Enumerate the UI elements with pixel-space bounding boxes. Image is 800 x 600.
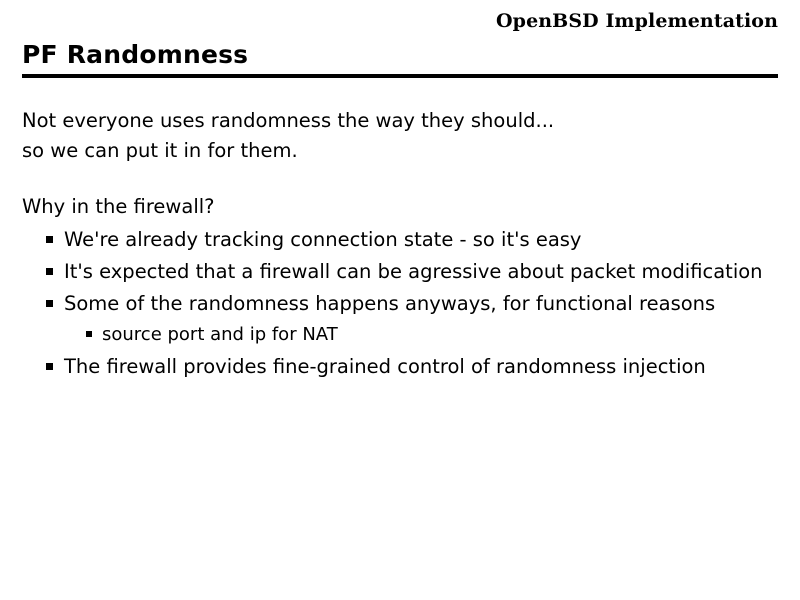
square-bullet-icon: [86, 331, 92, 337]
list-item-label: We're already tracking connection state - so it's easy: [64, 228, 582, 251]
page-title: PF Randomness: [22, 40, 249, 69]
square-bullet-icon: [46, 363, 53, 370]
sub-list-item: [86, 319, 778, 350]
list-item-label: Some of the randomness happens anyways, for functional reasons: [64, 292, 716, 315]
list-item: [46, 288, 778, 350]
title-divider: [22, 74, 778, 78]
section-question: Why in the firewall?: [22, 195, 215, 218]
list-item-label: It's expected that a firewall can be agressive about packet modification: [64, 260, 763, 283]
intro-line-2: so we can put it in for them.: [22, 139, 298, 162]
body-spacer: [22, 166, 778, 192]
square-bullet-icon: [46, 236, 53, 243]
slide-body: [22, 106, 778, 383]
intro-line-1: Not everyone uses randomness the way they should...: [22, 109, 555, 132]
list-item: [46, 224, 778, 255]
list-item: [46, 256, 778, 287]
list-item: [46, 351, 778, 382]
list-item-label: The firewall provides fine-grained control of randomness injection: [64, 355, 706, 378]
square-bullet-icon: [46, 300, 53, 307]
bullet-list: [22, 224, 778, 382]
sub-bullet-list: [64, 319, 778, 350]
square-bullet-icon: [46, 268, 53, 275]
slide-header-right: OpenBSD Implementation: [496, 10, 778, 32]
sub-list-item-label: source port and ip for NAT: [102, 324, 338, 345]
